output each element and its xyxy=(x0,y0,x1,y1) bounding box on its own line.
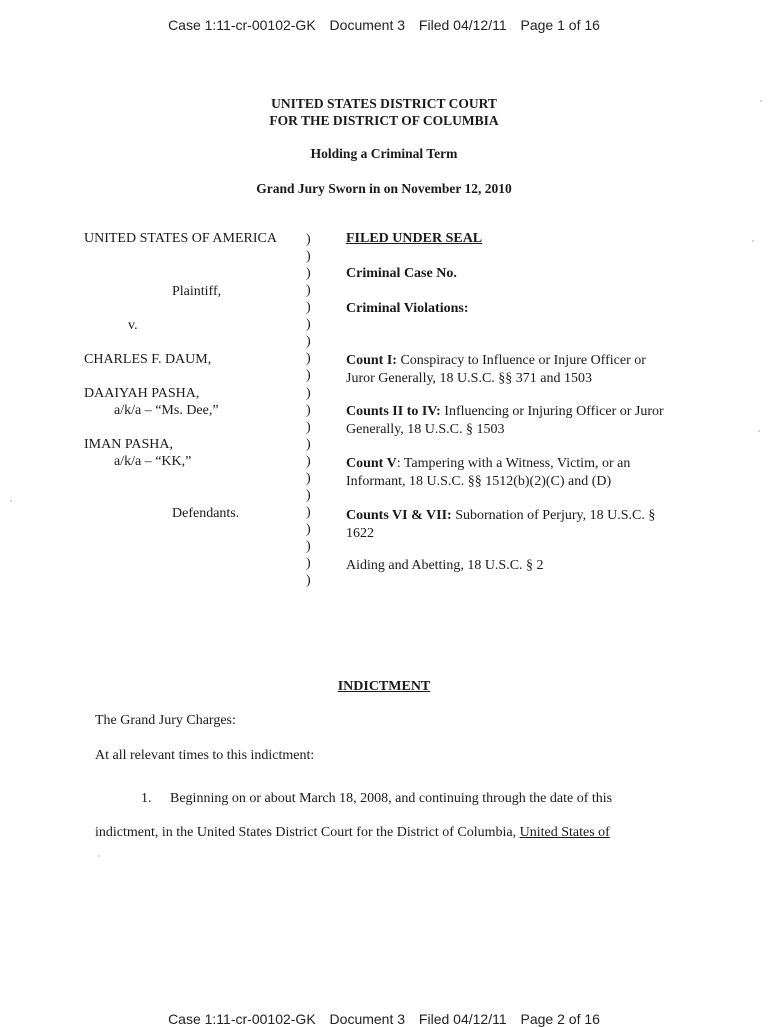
count-6-7-label: Counts VI & VII: xyxy=(346,508,452,523)
caption-bracket: ) xyxy=(306,266,311,282)
paragraph-1-line-2 xyxy=(95,825,610,841)
aiding-abetting: Aiding and Abetting, 18 U.S.C. § 2 xyxy=(346,558,544,573)
caption-bracket: ) xyxy=(306,283,311,299)
caption-bracket: ) xyxy=(306,521,311,537)
filing-header-bottom xyxy=(0,1011,768,1027)
caption-bracket: ) xyxy=(306,317,311,333)
paragraph-1-number: 1. xyxy=(141,791,152,806)
grand-jury-line: Grand Jury Sworn in on November 12, 2010 xyxy=(256,181,512,196)
criminal-case-no: Criminal Case No. xyxy=(346,266,457,281)
filed-under-seal: FILED UNDER SEAL xyxy=(346,231,483,246)
relevant-times: At all relevant times to this indictment: xyxy=(95,748,315,763)
scan-speck xyxy=(10,500,12,502)
caption-bracket: ) xyxy=(306,504,311,520)
scan-speck xyxy=(98,855,100,857)
header2-page-number: Page 2 of 16 xyxy=(520,1011,600,1027)
versus: v. xyxy=(128,318,138,333)
caption-bracket: ) xyxy=(306,368,311,384)
grand-jury-charges: The Grand Jury Charges: xyxy=(95,713,236,728)
caption-bracket: ) xyxy=(306,249,311,265)
filing-header-top xyxy=(0,17,768,33)
plaintiff-name: UNITED STATES OF AMERICA xyxy=(84,231,277,246)
header2-case-number: Case 1:11-cr-00102-GK xyxy=(168,1011,316,1027)
scan-speck xyxy=(752,240,754,242)
count-5-text: : Tampering with a Witness, Victim, or an Informant, 18 U.S.C. §§ 1512(b)(2)(C) and (D) xyxy=(346,456,631,489)
defendant-daaiyah-aka: a/k/a – “Ms. Dee,” xyxy=(114,403,219,418)
scan-speck xyxy=(758,430,760,432)
caption-bracket: ) xyxy=(306,453,311,469)
caption-bracket: ) xyxy=(306,300,311,316)
caption-bracket: ) xyxy=(306,436,311,452)
count-6-7 xyxy=(346,507,676,542)
criminal-violations: Criminal Violations: xyxy=(346,301,469,316)
caption-bracket: ) xyxy=(306,487,311,503)
paragraph-1-line-2-text: indictment, in the United States District Court for the District of Columbia, xyxy=(95,825,520,840)
header-filed-date: Filed 04/12/11 xyxy=(418,17,507,33)
paragraph-1-line-2-underlined: United States of xyxy=(519,825,610,840)
defendant-daum: CHARLES F. DAUM, xyxy=(84,352,212,367)
caption-bracket: ) xyxy=(306,351,311,367)
count-2-4-label: Counts II to IV: xyxy=(346,404,441,419)
count-1-label: Count I: xyxy=(346,353,397,368)
defendant-iman-pasha: IMAN PASHA, xyxy=(84,437,173,452)
caption-bracket: ) xyxy=(306,556,311,571)
caption-bracket: ) xyxy=(306,470,311,486)
paragraph-1-line-1: Beginning on or about March 18, 2008, and continuing through the date of this xyxy=(170,791,613,806)
caption-bracket: ) xyxy=(306,538,311,554)
plaintiff-role: Plaintiff, xyxy=(172,284,222,299)
count-1 xyxy=(346,352,676,387)
header-page-number: Page 1 of 16 xyxy=(520,17,600,33)
count-1-text: Conspiracy to Influence or Injure Officer or Juror Generally, 18 U.S.C. §§ 371 and 1503 xyxy=(346,353,646,386)
indictment-title: INDICTMENT xyxy=(337,679,431,694)
caption-bracket: ) xyxy=(306,385,311,401)
court-title xyxy=(0,95,768,129)
defendant-daaiyah-pasha: DAAIYAH PASHA, xyxy=(84,386,200,401)
header2-document: Document 3 xyxy=(329,1011,406,1027)
header-case-number: Case 1:11-cr-00102-GK xyxy=(168,17,316,33)
caption-bracket: ) xyxy=(306,419,311,435)
caption-bracket: ) xyxy=(306,573,311,588)
count-6-7-text: Subornation of Perjury, 18 U.S.C. § 1622 xyxy=(346,508,656,541)
defendants-role: Defendants. xyxy=(172,506,240,521)
count-5-label: Count V xyxy=(346,456,397,471)
scan-speck xyxy=(760,100,762,102)
caption-bracket: ) xyxy=(306,402,311,418)
count-5 xyxy=(346,455,676,490)
court-name: UNITED STATES DISTRICT COURT xyxy=(271,96,497,111)
holding-term: Holding a Criminal Term xyxy=(310,146,458,161)
count-2-4-text: Influencing or Injuring Officer or Juror Generally, 18 U.S.C. § 1503 xyxy=(346,404,664,437)
court-district: FOR THE DISTRICT OF COLUMBIA xyxy=(269,113,499,128)
header2-filed-date: Filed 04/12/11 xyxy=(418,1011,507,1027)
caption-bracket: ) xyxy=(306,232,311,247)
count-2-4 xyxy=(346,403,676,438)
header-document: Document 3 xyxy=(329,17,406,33)
caption-bracket: ) xyxy=(306,334,311,350)
defendant-iman-aka: a/k/a – “KK,” xyxy=(114,454,192,469)
